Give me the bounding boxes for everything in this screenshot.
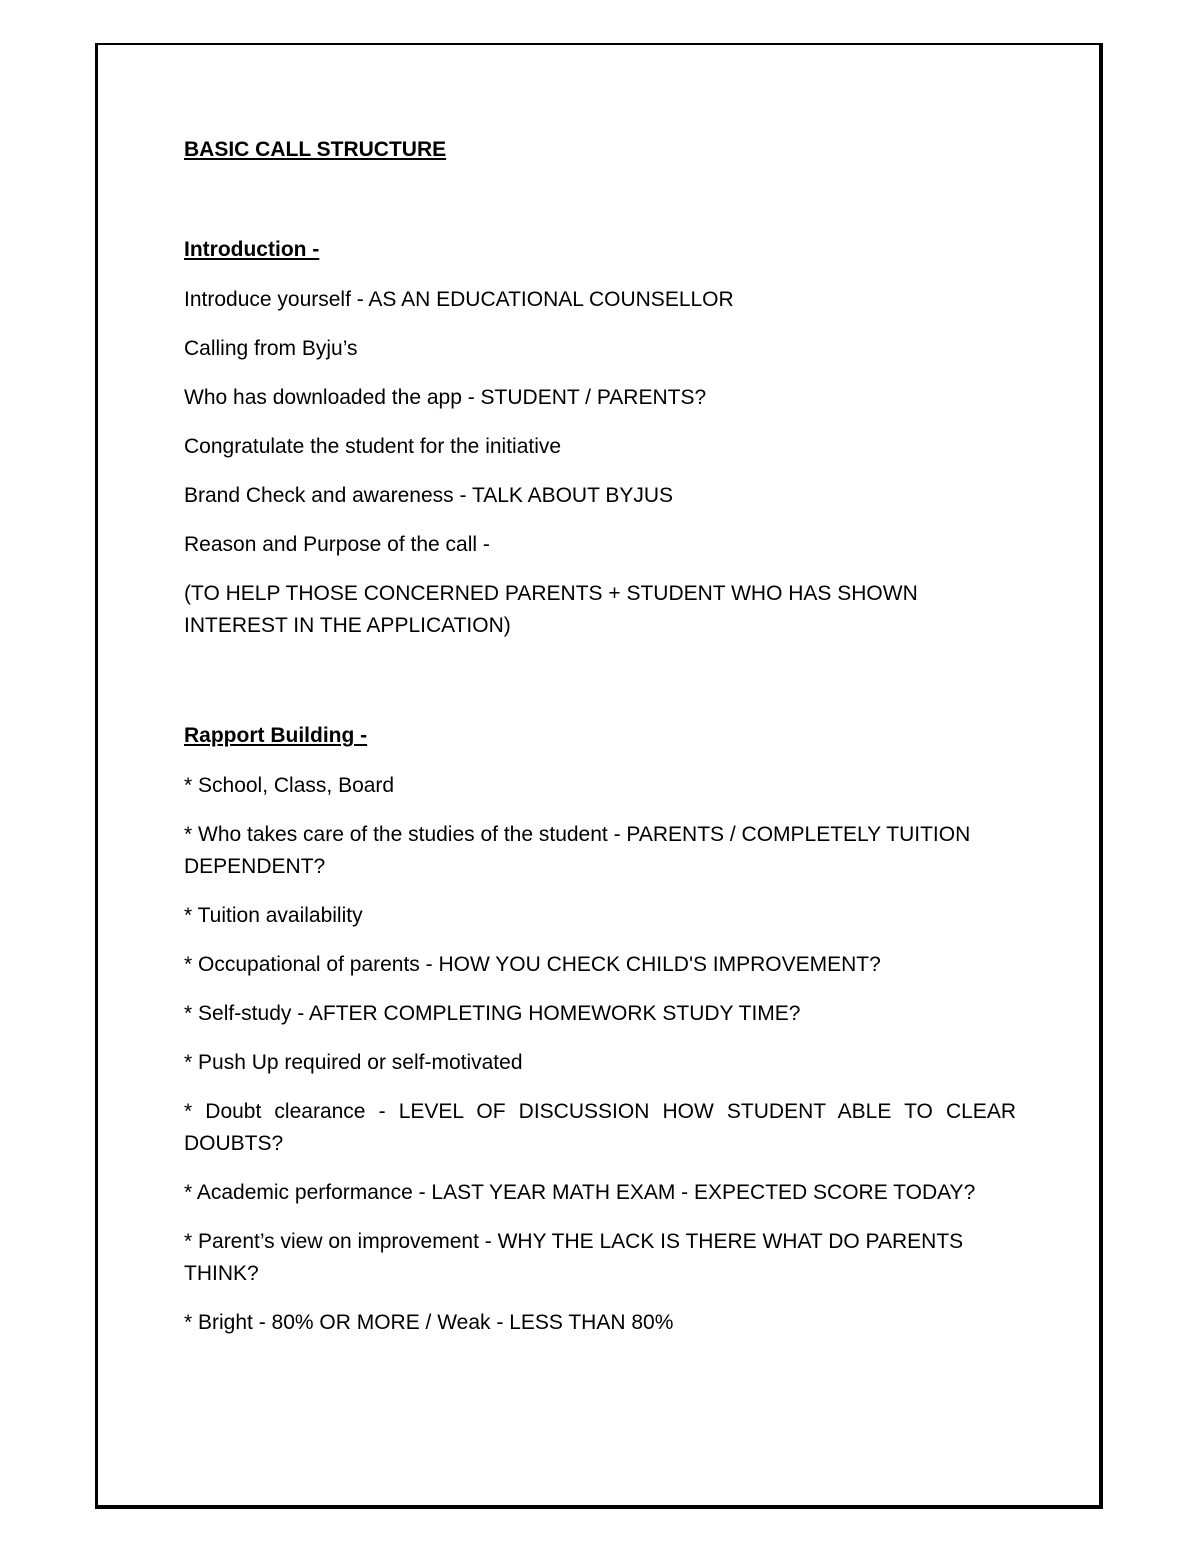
list-item: * Bright - 80% OR MORE / Weak - LESS THAN 80% <box>184 1311 674 1334</box>
list-item: * Parent’s view on improvement - WHY THE LACK IS THERE WHAT DO PARENTS THINK? <box>184 1230 964 1285</box>
list-item: Calling from Byju’s <box>184 337 358 360</box>
rapport-building-list <box>184 770 1016 1339</box>
list-item: * Academic performance - LAST YEAR MATH EXAM - EXPECTED SCORE TODAY? <box>184 1181 976 1204</box>
introduction-heading: Introduction - <box>184 238 320 261</box>
list-item: * School, Class, Board <box>184 774 395 797</box>
list-item: * Doubt clearance - LEVEL OF DISCUSSION HOW STUDENT ABLE TO CLEAR DOUBTS? <box>184 1100 1016 1155</box>
introduction-list <box>184 284 1016 642</box>
list-item: Brand Check and awareness - TALK ABOUT BYJUS <box>184 484 674 507</box>
list-item: Who has downloaded the app - STUDENT / PARENTS? <box>184 386 707 409</box>
list-item: Congratulate the student for the initiative <box>184 435 562 458</box>
rapport-building-heading: Rapport Building - <box>184 724 368 747</box>
list-item: Reason and Purpose of the call - <box>184 533 490 556</box>
list-item: Introduce yourself - AS AN EDUCATIONAL COUNSELLOR <box>184 288 734 311</box>
document-body <box>184 136 1016 1339</box>
list-item: * Who takes care of the studies of the student - PARENTS / COMPLETELY TUITION DEPENDENT? <box>184 823 971 878</box>
list-item: * Tuition availability <box>184 904 363 927</box>
document-title: BASIC CALL STRUCTURE <box>184 138 447 161</box>
list-item: * Occupational of parents - HOW YOU CHECK CHILD'S IMPROVEMENT? <box>184 953 881 976</box>
list-item: * Self-study - AFTER COMPLETING HOMEWORK STUDY TIME? <box>184 1002 801 1025</box>
list-item: (TO HELP THOSE CONCERNED PARENTS + STUDENT WHO HAS SHOWN INTEREST IN THE APPLICATION) <box>184 582 918 637</box>
list-item: * Push Up required or self-motivated <box>184 1051 523 1074</box>
